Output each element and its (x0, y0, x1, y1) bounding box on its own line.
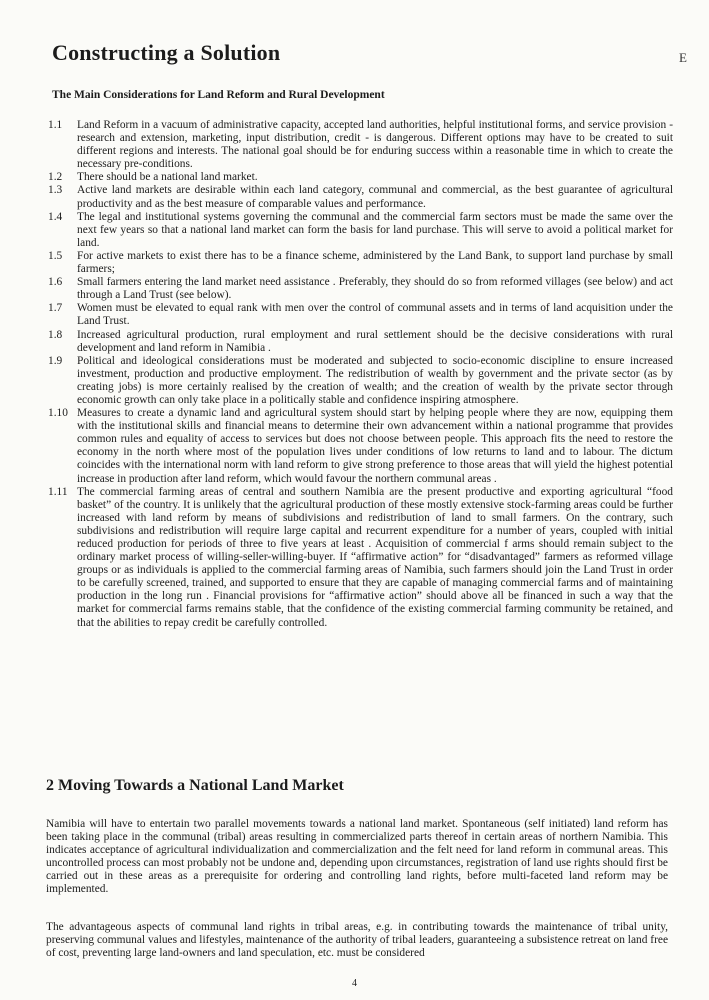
item-number: 1.8 (48, 328, 63, 341)
item-number: 1.3 (48, 184, 63, 197)
list-item (48, 276, 673, 302)
section-heading: 2 Moving Towards a National Land Market (46, 777, 344, 794)
paragraph: Namibia will have to entertain two parallel movements towards a national land market. Spontaneous (self initiated) land reform has been taking place in the communal (tribal) areas resulting in commercialized parts thereof in certain areas of northern Namibia. This indicates acceptance of agricultural individualization and commercialization and the felt need for land reform in communal areas. This uncontrolled process can most probably not be undone and, depending upon circumstances, registration of land use rights should first be carried out in these areas as a prerequisite for ordering and controlling land rights, before multi-faceted land reform may be implemented. (46, 818, 668, 896)
list-item (48, 329, 673, 355)
item-number: 1.6 (48, 276, 63, 289)
item-text: Political and ideological considerations must be moderated and subjected to socio-economic discipline to ensure increased investment, production and productive employment. The redistribution of wealth by government and the private sector (as by creating jobs) is more certainly realised by the creation of wealth; and the creation of wealth by the private sector through economic growth can only take place in a politically stable and confidence inspiring atmosphere. (77, 354, 673, 406)
item-text: Small farmers entering the land market need assistance . Preferably, they should do so from reformed villages (see below) and act through a Land Trust (see below). (77, 276, 673, 302)
list-item (48, 355, 673, 407)
item-text: The legal and institutional systems governing the communal and the commercial farm sectors must be made the same over the next few years so that a national land market can form the basis for land purchase. This will serve to avoid a political market for land. (77, 210, 673, 249)
list-item (48, 171, 673, 184)
item-number: 1.11 (48, 485, 68, 498)
item-text: Active land markets are desirable within each land category, communal and commercial, as the best guarantee of agricultural productivity and as the best measure of comparable values and performance. (77, 184, 673, 210)
item-text: Land Reform in a vacuum of administrative capacity, accepted land authorities, helpful institutional forms, and service provision - research and extension, marketing, input distribution, credit - is dangerous. Different options may have to be created to suit different regions and interests. The national goal should be for enduring success within a reasonable time in which to create the necessary pre-conditions. (77, 119, 673, 171)
list-item (48, 486, 673, 630)
item-number: 1.1 (48, 119, 63, 131)
considerations-list (48, 119, 673, 630)
subheading: The Main Considerations for Land Reform and Rural Development (52, 89, 385, 101)
item-number: 1.10 (48, 407, 68, 420)
list-item (48, 407, 673, 486)
list-item (48, 184, 673, 210)
item-text: Increased agricultural production, rural employment and rural settlement should be the decisive considerations with rural development and land reform in Namibia . (77, 328, 673, 354)
list-item (48, 250, 673, 276)
item-text: There should be a national land market. (77, 171, 258, 184)
item-number: 1.7 (48, 302, 63, 315)
list-item (48, 119, 673, 171)
item-text: Women must be elevated to equal rank with men over the control of communal assets and in terms of land acquisition under the Land Trust. (77, 302, 673, 328)
paragraph: The advantageous aspects of communal land rights in tribal areas, e.g. in contributing towards the maintenance of tribal unity, preserving communal values and lifestyles, maintenance of the authority of tribal leaders, guaranteeing a subsistence retreat on land free of cost, preventing large land-owners and land speculation, etc. must be considered (46, 921, 668, 960)
corner-letter: E (679, 50, 687, 65)
page-title: Constructing a Solution (52, 40, 281, 65)
list-item (48, 211, 673, 250)
item-number: 1.9 (48, 354, 63, 367)
item-text: The commercial farming areas of central and southern Namibia are the present productive and exporting agricultural “food basket” of the country. It is unlikely that the agricultural production of these mostly extensive stock-farming areas could be further increased with land reform by means of subdivisions and redistribution of land to small farmers. On the contrary, such subdivisions and redistribution will require large capital and recurrent expenditure for a number of years, coupled with initial reduced production for periods of three to five years at least . Acquisition of commercial f arms should remain subject to the ordinary market process of willing-seller-willing-buyer. If “affirmative action” for “disadvantaged” farmers as reformed village groups or as individuals is applied to the commercial farming areas of Namibia, such farmers should join the Land Trust in order to be carefully screened, trained, and supported to ensure that they are capable of managing commercial farms and of maintaining production in the long run . Financial provisions for “affirmative action” should above all be financed in such a way that the market for commercial farms remains stable, that the confidence of the existing commercial farming community be retained, and that the abilities to repay credit be carefully controlled. (77, 485, 673, 629)
item-text: Measures to create a dynamic land and agricultural system should start by helping people where they are now, equipping them with the institutional skills and financial means to determine their own advancement within a national programme that provides common rules and equality of access to services but does not choose between people. This approach fits the need to restore the economy in the north where most of the population lives under conditions of low returns to land and to labour. The dictum coincides with the international norm with land reform to give strong preference to those areas that will yield the highest potential increase in production after land reform, which would favour the northern communal areas . (77, 407, 673, 485)
list-item (48, 302, 673, 328)
item-text: For active markets to exist there has to be a finance scheme, administered by the Land Bank, to support land purchase by small farmers; (77, 249, 673, 276)
item-number: 1.2 (48, 171, 63, 184)
page-number: 4 (352, 978, 357, 989)
item-number: 1.4 (48, 210, 63, 223)
item-number: 1.5 (48, 249, 63, 262)
